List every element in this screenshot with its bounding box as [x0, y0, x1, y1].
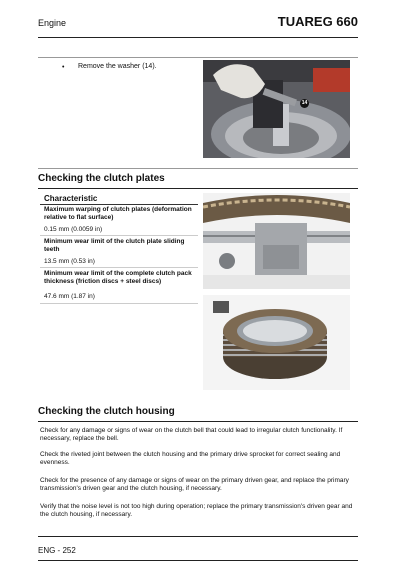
callout-14: 14 — [301, 100, 308, 106]
step-rule — [38, 57, 358, 58]
spec-divider — [40, 235, 198, 236]
paragraph: Verify that the noise level is not too high during operation; replace the primary transmission's driven gear and the clutch housing, if necessary. — [40, 503, 353, 518]
header-model: TUAREG 660 — [277, 14, 358, 29]
characteristic-rule — [40, 204, 198, 205]
clutch-housing-title: Checking the clutch housing — [38, 406, 175, 417]
header-rule — [38, 37, 358, 38]
page-number: ENG - 252 — [38, 546, 76, 555]
spec-divider — [40, 303, 198, 304]
paragraph: Check the riveted joint between the clutch housing and the primary drive sprocket for correct sealing and evenness. — [40, 451, 341, 466]
clutch-plates-title-rule — [38, 188, 358, 189]
bullet: • — [62, 64, 65, 71]
header-section: Engine — [38, 18, 67, 28]
spec-value: 0.15 mm (0.0059 in) — [44, 226, 103, 233]
spec-label: Maximum warping of clutch plates (deformation relative to flat surface) — [44, 206, 192, 221]
clutch-housing-title-rule — [38, 421, 358, 422]
clutch-pack-photo — [203, 295, 350, 390]
spec-label: Minimum wear limit of the complete clutch pack thickness (friction discs + steel discs) — [44, 270, 192, 285]
spec-value: 47.6 mm (1.87 in) — [44, 293, 95, 300]
step-text: Remove the washer (14). — [78, 63, 157, 70]
footer-rule-top — [38, 536, 358, 537]
footer-rule-bottom — [38, 560, 358, 561]
washer-removal-photo — [203, 60, 350, 158]
clutch-plates-title: Checking the clutch plates — [38, 173, 165, 184]
section-rule — [38, 168, 358, 169]
characteristic-heading: Characteristic — [44, 194, 98, 203]
paragraph: Check for any damage or signs of wear on the clutch bell that could lead to irregular clutch functionality. If necessary, replace the bell. — [40, 427, 343, 442]
spec-divider — [40, 267, 198, 268]
spec-value: 13.5 mm (0.53 in) — [44, 258, 95, 265]
spec-label: Minimum wear limit of the clutch plate sliding teeth — [44, 238, 185, 253]
caliper-measurement-photo — [203, 193, 350, 289]
paragraph: Check for the presence of any damage or signs of wear on the primary driven gear, and replace the primary transmission's driven gear and the clutch housing, if necessary. — [40, 477, 349, 492]
